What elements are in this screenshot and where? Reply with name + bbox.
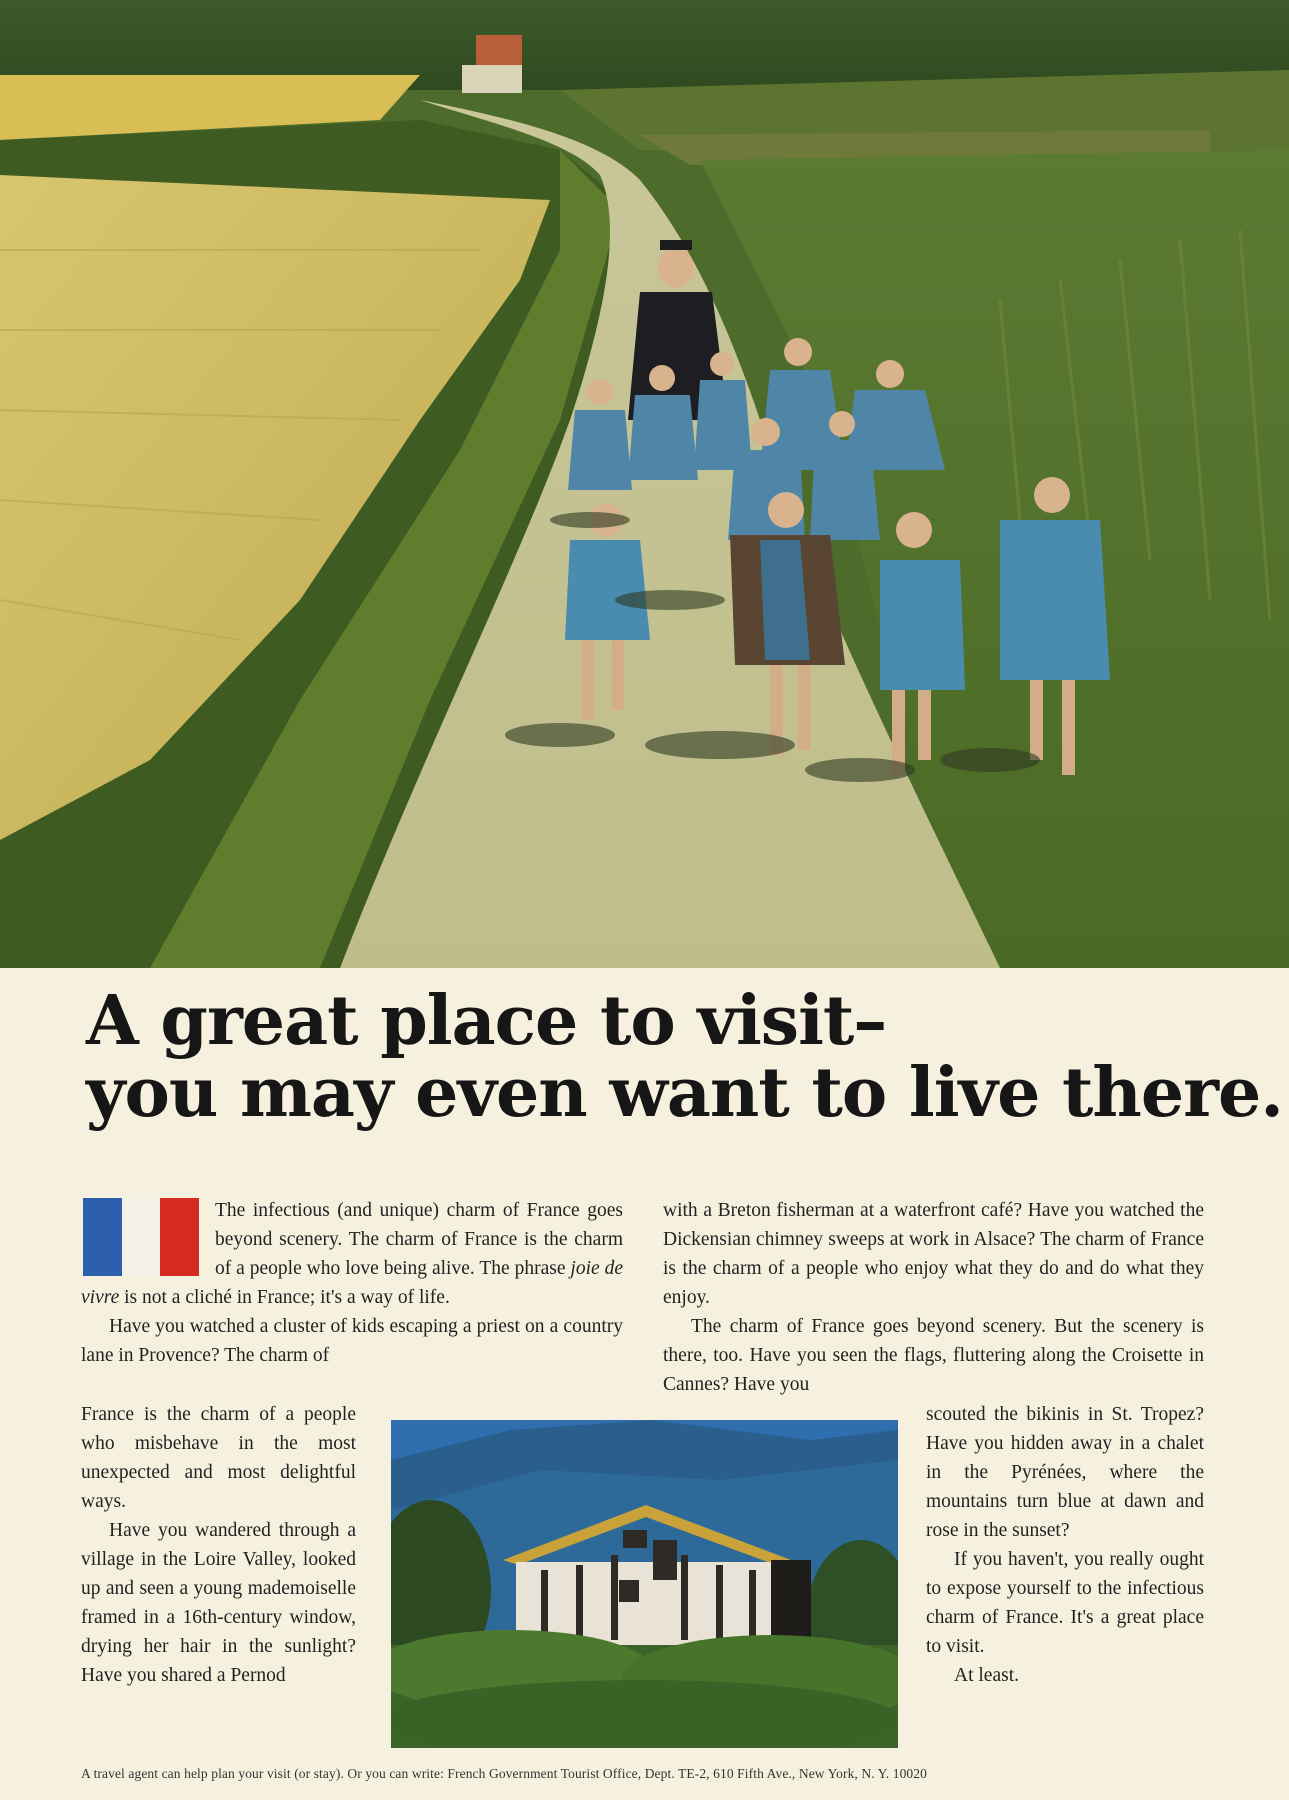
distant-house [476,35,522,65]
body-paragraph-4: The charm of France goes beyond scenery. But the scenery is there, too. Have you seen the flags, fluttering along the Croisette in Cannes? Have you [663,1316,1204,1395]
body-column-2-top [663,1196,1204,1399]
footer-contact-line: A travel agent can help plan your visit (or stay). Or you can write: French Government Tourist Office, Dept. TE-2, 610 Fifth Ave., New York, N. Y. 10020 [81,1766,927,1781]
body-paragraph-2: Have you watched a cluster of kids escaping a priest on a country lane in Provence? The charm of [81,1316,623,1366]
inset-photo-chalet [391,1420,898,1748]
flag-spacer [81,1196,215,1282]
headline-line-1: A great place to visit– [86,981,887,1061]
body-column-1-top [81,1196,623,1370]
joie-de-vivre-phrase: joie de vivre [81,1258,623,1308]
headline-line-2: you may even want to live there. [86,1053,1283,1133]
body-column-2-bottom [926,1400,1204,1690]
body-paragraph-1: The infectious (and unique) charm of France goes beyond scenery. The charm of France is the charm of a people who love being alive. The phrase joie de vivre is not a cliché in France; it's a way of life. [81,1200,623,1308]
body-paragraph-6: At least. [954,1665,1019,1686]
body-paragraph-3: Have you wandered through a village in the Loire Valley, looked up and seen a young mademoiselle framed in a 16th-century window, drying her hair in the sunlight? Have you shared a Pernod [81,1520,356,1686]
body-column-1-bottom [81,1400,356,1690]
headline [86,981,1283,1133]
body-paragraph-5: If you haven't, you really ought to expose yourself to the infectious charm of France. It's a great place to visit. [926,1549,1204,1657]
body-paragraph-3-continued: with a Breton fisherman at a waterfront café? Have you watched the Dickensian chimney sweeps at work in Alsace? The charm of France is the charm of a people who enjoy what they do and do what they enjoy. [663,1200,1204,1308]
body-paragraph-4-continued: scouted the bikinis in St. Tropez? Have you hidden away in a chalet in the Pyrénées, where the mountains turn blue at dawn and rose in the sunset? [926,1404,1204,1541]
body-paragraph-2-continued: France is the charm of a people who misbehave in the most unexpected and most delightful ways. [81,1404,356,1512]
